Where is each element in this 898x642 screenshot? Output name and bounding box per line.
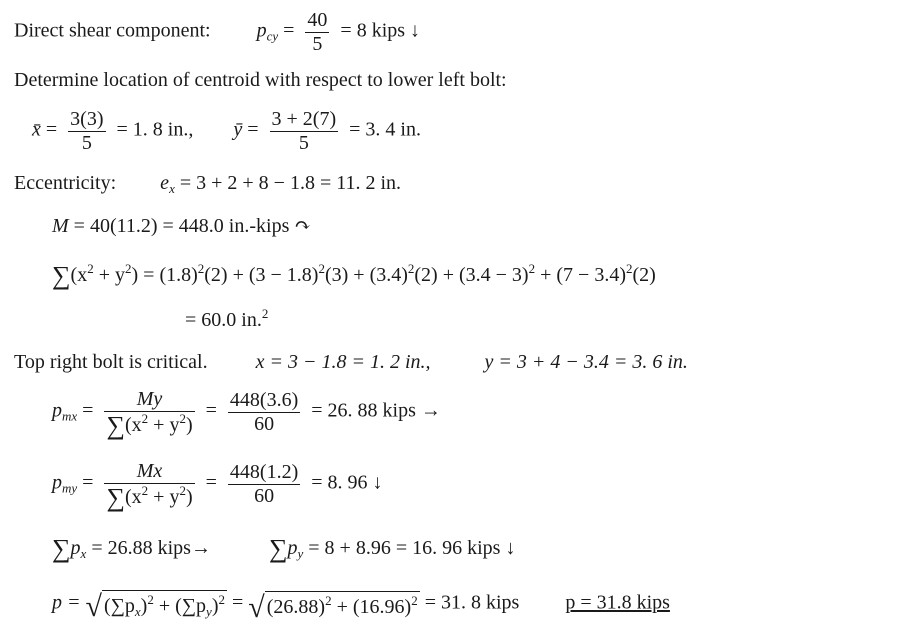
critical-bolt-line — [14, 352, 688, 372]
exponent: 2 — [147, 592, 154, 607]
exponent: 2 — [325, 593, 332, 608]
pmy-line — [52, 460, 383, 512]
sum-term: (2) + (3 − 1.8) — [204, 264, 319, 286]
denominator-term: ) — [185, 414, 193, 436]
pmy-value-fraction — [228, 461, 300, 507]
radicand-term: (26.88) — [266, 596, 326, 618]
sigma-symbol: ∑ — [106, 483, 125, 512]
pmy-numerator: Mx — [104, 460, 194, 484]
ybar-denominator: 5 — [298, 132, 309, 154]
px-symbol: p — [70, 537, 81, 559]
pmx-value-fraction — [228, 389, 300, 435]
pmy-denominator — [104, 483, 194, 512]
pmx-equals: = — [82, 399, 94, 422]
ybar-equals: = — [247, 118, 259, 141]
sum-squares-result — [185, 307, 268, 330]
denominator-term: (x — [125, 486, 142, 508]
resultant-lhs: p = — [52, 591, 81, 614]
pmy-equals-2: = — [205, 471, 217, 494]
pcy-fraction — [305, 9, 329, 55]
pmx-line — [52, 388, 441, 440]
ybar-fraction — [270, 108, 339, 154]
exponent: 2 — [179, 411, 186, 426]
radical-icon: √ — [85, 590, 102, 623]
sigma-symbol: ∑ — [106, 411, 125, 440]
resultant-result: = 31. 8 kips — [424, 591, 520, 614]
centroid-line — [32, 108, 421, 154]
direct-shear-label: Direct shear component: — [14, 19, 211, 42]
sigma-symbol: ∑ — [52, 261, 71, 290]
radicand-term: (∑p — [103, 595, 135, 617]
force-sum-line — [52, 534, 516, 563]
y-coordinate: y = 3 + 4 − 3.4 = 3. 6 in. — [484, 351, 688, 373]
exponent: 2 — [411, 593, 418, 608]
x-coordinate: x = 3 − 1.8 = 1. 2 in., — [255, 351, 431, 373]
eccentricity-label: Eccentricity: — [14, 172, 117, 194]
ex-result: = 3 + 2 + 8 − 1.8 = 11. 2 in. — [179, 172, 402, 194]
sum-term: (2) — [632, 264, 656, 286]
py-symbol: p — [287, 537, 298, 559]
xbar-fraction — [68, 108, 105, 154]
exponent: 2 — [528, 261, 536, 276]
pcy-denominator: 5 — [312, 33, 323, 55]
direct-shear-line — [14, 9, 420, 55]
py-result: = 8 + 8.96 = 16. 96 kips ↓ — [308, 537, 516, 559]
xbar-numerator: 3(3) — [70, 108, 104, 130]
pmx-equals-2: = — [205, 399, 217, 422]
pmx-formula-fraction — [104, 388, 194, 440]
pcy-numerator: 40 — [307, 9, 328, 31]
critical-bolt-label: Top right bolt is critical. — [14, 351, 208, 373]
sum-term: (x — [70, 264, 88, 286]
pcy-equals: = — [283, 19, 295, 42]
pmy-symbol: p — [52, 471, 62, 494]
exponent: 2 — [218, 592, 225, 607]
exponent: 2 — [87, 261, 94, 276]
exponent: 2 — [261, 306, 269, 321]
pmy-equals: = — [82, 471, 94, 494]
final-answer: p = 31.8 kips — [565, 591, 670, 614]
moment-result: = 40(11.2) = 448.0 in.-kips ↷ — [73, 215, 312, 237]
moment-line — [52, 216, 311, 236]
exponent: 2 — [179, 483, 186, 498]
exponent: 2 — [141, 411, 149, 426]
exponent: 2 — [197, 261, 205, 276]
moment-symbol: M — [52, 215, 69, 237]
sum-term: ) = (1.8) — [131, 264, 198, 286]
subscript: y — [206, 604, 212, 619]
sum-term: + (7 − 3.4) — [535, 264, 626, 286]
denominator-term: + y — [148, 486, 180, 508]
radicand-values — [265, 591, 420, 617]
radicand-term: ) — [211, 595, 219, 617]
pmy-subscript: my — [62, 480, 78, 496]
eccentricity-line — [14, 173, 401, 195]
pmx-value-numerator: 448(3.6) — [229, 389, 299, 411]
pcy-result: = 8 kips ↓ — [340, 19, 421, 42]
pmy-formula-fraction — [104, 460, 194, 512]
pmx-denominator — [104, 411, 194, 440]
resultant-line — [52, 590, 670, 624]
sum-squares-value: = 60.0 in. — [185, 309, 262, 331]
exponent: 2 — [141, 483, 149, 498]
sum-term: + y — [93, 264, 125, 286]
ex-subscript: x — [169, 181, 175, 196]
denominator-term: ) — [185, 486, 193, 508]
pmx-result: = 26. 88 kips → — [311, 399, 441, 422]
denominator-term: + y — [148, 414, 180, 436]
pmx-symbol: p — [52, 399, 62, 422]
sqrt-expression — [85, 590, 228, 623]
subscript: x — [134, 604, 141, 619]
centroid-heading: Determine location of centroid with respect to lower left bolt: — [14, 69, 507, 91]
py-subscript: y — [297, 546, 304, 561]
pmy-result: = 8. 96 ↓ — [311, 471, 383, 494]
ybar-symbol: ȳ — [233, 118, 243, 141]
xbar-result: = 1. 8 in., — [116, 118, 194, 141]
radicand-term: + (∑p — [153, 595, 207, 617]
exponent: 2 — [625, 261, 633, 276]
resultant-equals: = — [232, 591, 244, 614]
sigma-symbol: ∑ — [52, 534, 71, 563]
pmx-numerator: My — [104, 388, 194, 412]
sum-term: (3) + (3.4) — [324, 264, 408, 286]
pmy-value-denominator: 60 — [254, 485, 275, 507]
pmx-value-denominator: 60 — [254, 413, 275, 435]
radicand-term: + (16.96) — [331, 596, 412, 618]
pcy-symbol: p — [256, 19, 267, 42]
denominator-term: (x — [125, 414, 142, 436]
ybar-numerator: 3 + 2(7) — [271, 108, 337, 130]
radicand — [102, 590, 227, 618]
pcy-subscript: cy — [266, 28, 279, 44]
xbar-symbol: x̄ — [32, 118, 41, 141]
exponent: 2 — [318, 261, 325, 276]
sigma-symbol: ∑ — [268, 534, 288, 563]
exponent: 2 — [407, 261, 415, 276]
sqrt-values — [248, 591, 419, 624]
radical-icon: √ — [248, 591, 265, 624]
sum-term: (2) + (3.4 − 3) — [414, 264, 529, 286]
exponent: 2 — [125, 261, 132, 276]
px-result: = 26.88 kips→ — [91, 537, 211, 559]
radicand-term: ) — [140, 595, 148, 617]
xbar-equals: = — [45, 118, 58, 141]
ybar-result: = 3. 4 in. — [349, 118, 421, 141]
xbar-denominator: 5 — [81, 132, 92, 154]
pmy-value-numerator: 448(1.2) — [229, 461, 299, 483]
pmx-subscript: mx — [62, 408, 78, 424]
px-subscript: x — [80, 546, 87, 561]
ex-symbol: e — [160, 172, 170, 194]
sum-squares-line — [52, 261, 656, 290]
